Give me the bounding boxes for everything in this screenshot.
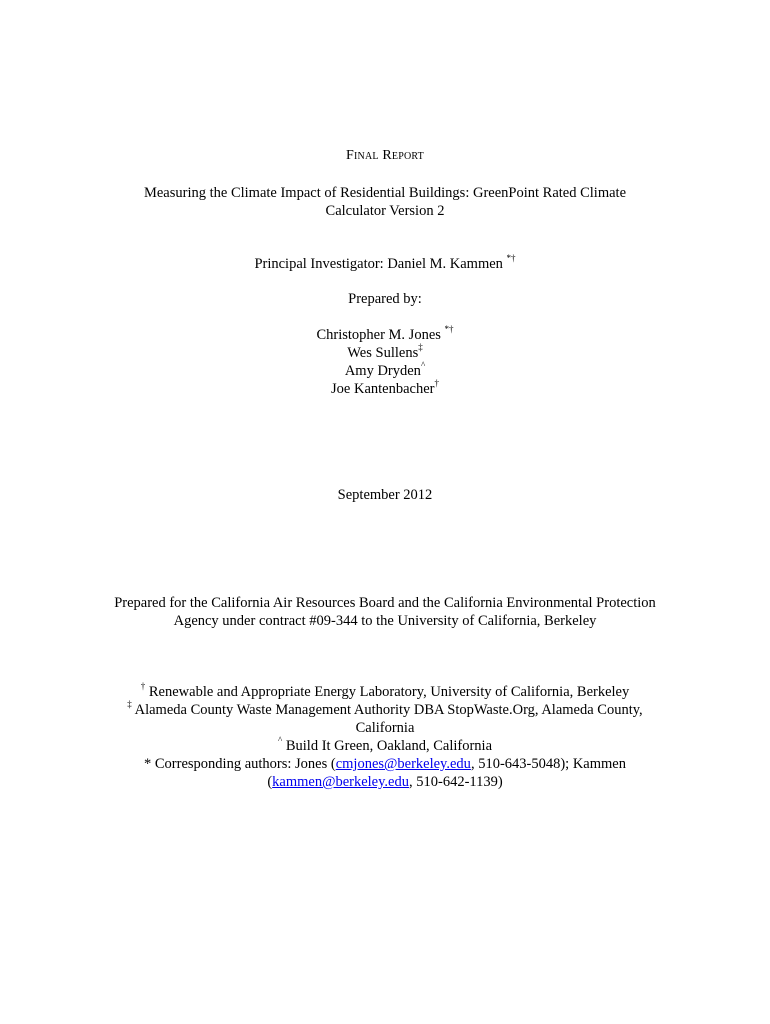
prepared-for-line-1: Prepared for the California Air Resources Board and the California Environmental Protection [114,595,656,611]
affiliation-3-mark: ^ [277,735,283,746]
author-name: Wes Sullens [347,345,419,361]
affiliation-2-mark: ‡ [127,699,132,710]
affiliation-1 [0,683,770,701]
author-line [0,326,770,344]
corresponding-prefix: * Corresponding authors: Jones ( [144,756,336,772]
corresponding-authors-line-2 [0,773,770,791]
author-line [0,380,770,398]
author-marks: ^ [420,360,426,371]
corresponding-open-paren: ( [267,774,273,790]
prepared-by-label: Prepared by: [348,291,422,307]
author-name: Amy Dryden [344,363,421,379]
corresponding-close: , 510-642-1139) [408,774,503,790]
report-date: September 2012 [337,487,433,503]
principal-investigator-marks: *† [506,253,516,264]
affiliation-1-mark: † [140,681,146,692]
affiliation-2-text: Alameda County Waste Management Authority DBA StopWaste.Org, Alameda County, [134,702,643,718]
principal-investigator-label: Principal Investigator: Daniel M. Kammen [254,256,503,272]
corresponding-authors [0,755,770,773]
author-name: Christopher M. Jones [316,327,441,343]
email-link-kammen[interactable]: kammen@berkeley.edu [272,774,409,790]
corresponding-mid: , 510-643-5048); Kammen [470,756,626,772]
affiliation-3-text: Build It Green, Oakland, California [285,738,493,754]
author-marks: † [434,378,439,389]
report-subtitle-line-2: Calculator Version 2 [325,203,445,219]
author-line [0,362,770,380]
author-marks: *† [444,324,454,335]
report-title: Final Report [346,148,424,163]
author-marks: ‡ [418,342,423,353]
affiliation-1-text: Renewable and Appropriate Energy Laboratory, University of California, Berkeley [148,684,630,700]
affiliation-2-continuation: California [355,720,415,736]
principal-investigator [0,255,770,273]
affiliation-3 [0,737,770,755]
prepared-for-line-2: Agency under contract #09-344 to the University of California, Berkeley [173,613,597,629]
affiliation-2 [0,701,770,719]
report-subtitle-line-1: Measuring the Climate Impact of Residential Buildings: GreenPoint Rated Climate [143,185,627,201]
author-name: Joe Kantenbacher [331,381,435,397]
email-link-jones[interactable]: cmjones@berkeley.edu [335,756,471,772]
author-line [0,344,770,362]
